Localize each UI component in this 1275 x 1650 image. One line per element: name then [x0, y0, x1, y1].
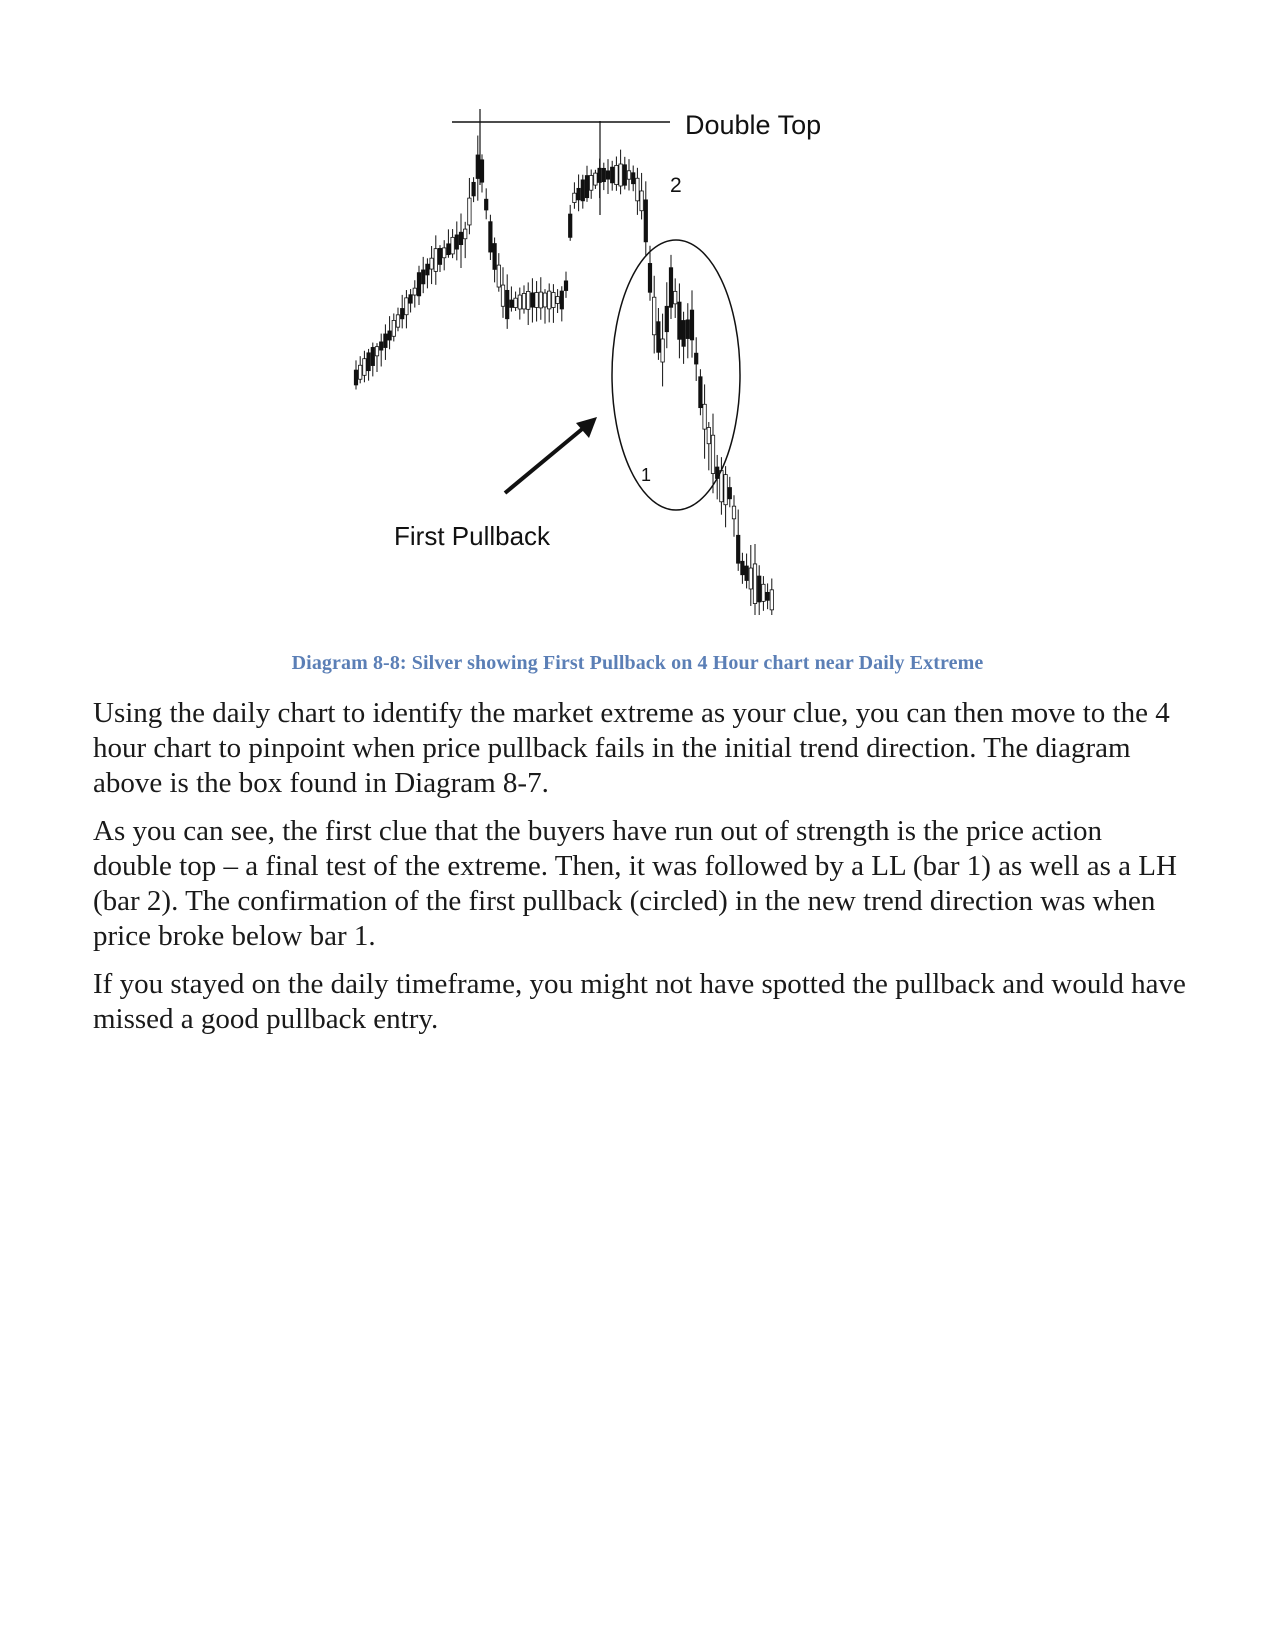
candle-body: [359, 365, 362, 379]
candle-body: [455, 235, 458, 249]
candle-body: [732, 506, 735, 519]
candle-body: [367, 353, 370, 371]
candle-body: [497, 265, 500, 287]
candle-body: [669, 268, 672, 308]
candle-body: [640, 191, 643, 211]
candle-body: [430, 258, 433, 269]
candle-body: [552, 292, 555, 307]
candle-body: [762, 584, 765, 601]
candle-body: [539, 292, 542, 308]
candle-body: [770, 590, 773, 610]
candle-body: [506, 290, 509, 318]
candle-body: [354, 370, 357, 385]
candle-body: [401, 309, 404, 319]
candle-body: [464, 229, 467, 239]
candle-body: [657, 322, 660, 353]
candle-body: [573, 193, 576, 202]
candle-body: [489, 222, 492, 252]
pullback-circle: [612, 240, 740, 510]
bar-2-label: 2: [670, 174, 682, 197]
candle-body: [434, 249, 437, 272]
candle-body: [724, 475, 727, 505]
paragraph-2: As you can see, the first clue that the buyers have run out of strength is the price action double top – a final test of the extreme. Then, it was followed by a LL (bar 1) as well as a LH (bar 2). The confirmation of the first pullback (circled) in the new trend direction was when price broke below bar 1.: [93, 815, 1177, 952]
candle-body: [518, 295, 521, 309]
candle-body: [632, 173, 635, 184]
candle-body: [493, 244, 496, 270]
candle-body: [577, 188, 580, 199]
candle-body: [422, 270, 425, 284]
candle-body: [737, 535, 740, 563]
candle-body: [678, 302, 681, 339]
candle-body: [749, 568, 752, 589]
candle-body: [388, 331, 391, 340]
candle-body: [443, 248, 446, 258]
candle-body: [585, 176, 588, 198]
candle-body: [476, 155, 479, 179]
candle-body: [661, 339, 664, 362]
candle-body: [413, 288, 416, 295]
candle-body: [606, 171, 609, 179]
candle-body: [451, 237, 454, 254]
paragraph-3: If you stayed on the daily timeframe, you might not have spotted the pullback and would have missed a good pullback entry.: [93, 968, 1186, 1035]
candle-body: [510, 300, 513, 307]
candle-body: [615, 165, 618, 184]
candle-body: [602, 168, 605, 181]
candlestick-chart: [340, 95, 860, 615]
candle-body: [623, 165, 626, 185]
candle-body: [728, 488, 731, 499]
candle-body: [371, 347, 374, 365]
candle-body: [611, 167, 614, 183]
pullback-arrow-head: [576, 417, 597, 438]
candle-body: [501, 285, 504, 306]
candle-body: [380, 342, 383, 350]
candle-body: [522, 293, 525, 309]
first-pullback-label: First Pullback: [394, 521, 551, 551]
candle-body: [674, 291, 677, 303]
candle-body: [648, 263, 651, 292]
candle-body: [375, 347, 378, 356]
candle-body: [581, 180, 584, 201]
candle-body: [556, 297, 559, 304]
pullback-arrow-shaft: [505, 425, 587, 493]
candle-body: [564, 281, 567, 291]
candle-body: [459, 232, 462, 244]
body-text: [93, 696, 1188, 1050]
candle-body: [594, 173, 597, 185]
candle-body: [753, 564, 756, 604]
candle-body: [665, 306, 668, 331]
candle-body: [426, 264, 429, 275]
candle-body: [447, 244, 450, 255]
candle-body: [396, 315, 399, 327]
candle-body: [711, 435, 714, 473]
candle-body: [485, 199, 488, 210]
candle-body: [417, 273, 420, 296]
candle-body: [543, 293, 546, 307]
candle-body: [686, 320, 689, 339]
candle-body: [468, 198, 471, 225]
candle-body: [741, 561, 744, 574]
candle-body: [590, 175, 593, 190]
candle-body: [627, 171, 630, 179]
candle-body: [758, 576, 761, 602]
double-top-label: Double Top: [685, 110, 822, 140]
candle-body: [405, 298, 408, 315]
candlestick-figure: [340, 95, 860, 615]
candle-body: [392, 320, 395, 336]
candle-body: [695, 353, 698, 364]
candle-body: [548, 291, 551, 309]
paragraph-1: Using the daily chart to identify the market extreme as your clue, you can then move to the 4 hour chart to pinpoint when price pullback fails in the initial trend direction. The diagram above is the box found in Diagram 8-7.: [93, 697, 1170, 799]
candle-body: [569, 214, 572, 237]
candle-body: [690, 310, 693, 340]
candle-body: [682, 321, 685, 347]
candle-body: [384, 334, 387, 348]
candle-body: [535, 293, 538, 308]
candle-body: [720, 471, 723, 502]
candle-body: [644, 200, 647, 242]
candle-body: [527, 291, 530, 309]
candle-body: [703, 404, 706, 429]
candle-body: [531, 293, 534, 307]
candle-body: [636, 178, 639, 201]
candle-body: [653, 297, 656, 335]
candle-body: [472, 182, 475, 196]
figure-caption: Diagram 8-8: Silver showing First Pullback on 4 Hour chart near Daily Extreme: [291, 652, 984, 674]
candle-body: [514, 298, 517, 307]
candle-body: [619, 164, 622, 186]
candle-body: [707, 427, 710, 443]
bar-1-label: 1: [641, 465, 652, 485]
candle-body: [766, 592, 769, 600]
candle-body: [438, 248, 441, 264]
candle-body: [745, 566, 748, 580]
candle-body: [363, 359, 366, 376]
candle-body: [409, 295, 412, 303]
candle-body: [560, 291, 563, 309]
candle-body: [699, 377, 702, 408]
candle-body: [480, 160, 483, 182]
